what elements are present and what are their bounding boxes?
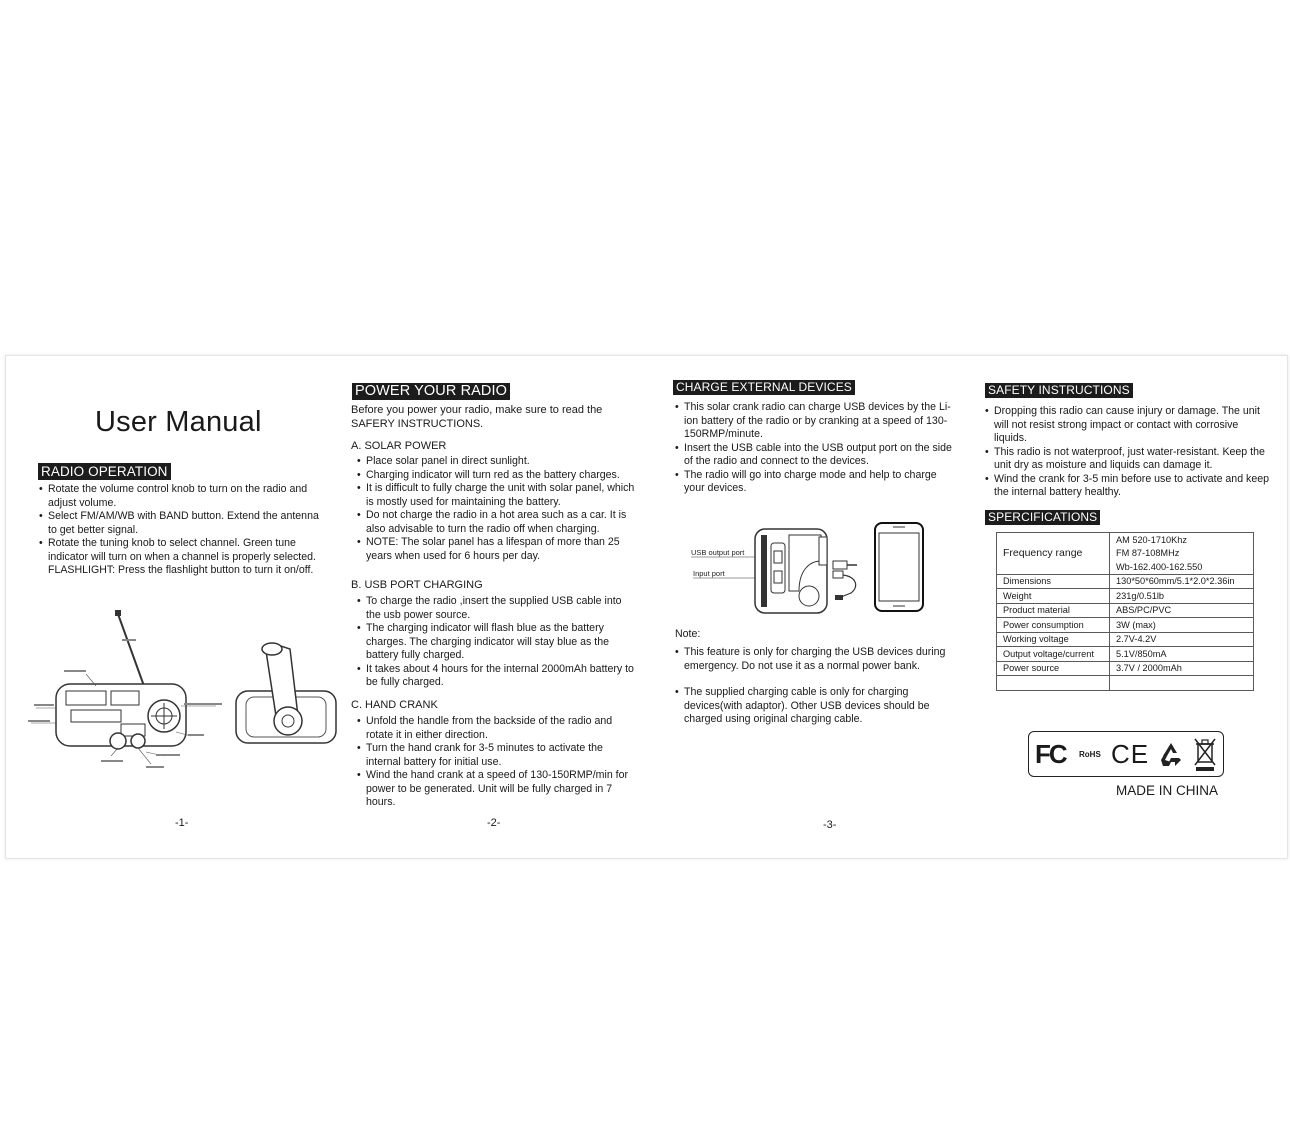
spec-value: 3.7V / 2000mAh: [1110, 661, 1254, 676]
input-port-label: Input port: [693, 569, 725, 578]
safety-list: [985, 405, 1271, 500]
weee-bin-icon: [1193, 736, 1217, 772]
list-item: • Do not charge the radio in a hot area such as a car. It is also advisable to turn the radio off when charging.: [357, 509, 637, 536]
solar-power-list: [357, 455, 637, 563]
table-row: [997, 589, 1254, 604]
list-item: • Turn the hand crank for 3-5 minutes to activate the internal battery for initial use.: [357, 742, 637, 769]
manual-sheet: [5, 355, 1288, 859]
spec-value: FM 87-108MHz: [1110, 547, 1254, 561]
spec-value: 2.7V-4.2V: [1110, 632, 1254, 647]
note-list: [675, 646, 962, 727]
radio-front-illustration: [26, 606, 226, 776]
spec-value: 130*50*60mm/5.1*2.0*2.36in: [1110, 574, 1254, 589]
usb-charging-diagram: [689, 521, 934, 621]
page-number-2: -2-: [487, 817, 501, 829]
hand-crank-list: [357, 715, 637, 810]
list-item: • The radio will go into charge mode and help to charge your devices.: [675, 469, 960, 496]
ce-mark-icon: CE: [1111, 738, 1150, 769]
table-row: [997, 533, 1254, 547]
table-row: [997, 632, 1254, 647]
list-item: • Rotate the volume control knob to turn on the radio and adjust volume.: [39, 483, 326, 510]
page-number-3: -3-: [823, 819, 837, 831]
spec-value: ABS/PC/PVC: [1110, 603, 1254, 618]
spec-value: 5.1V/850mA: [1110, 647, 1254, 662]
spec-label: Weight: [997, 589, 1110, 604]
list-item: • It is difficult to fully charge the unit with solar panel, which is mostly used for maintaining the battery.: [357, 482, 637, 509]
radio-operation-header: RADIO OPERATION: [38, 463, 171, 480]
charge-external-devices-header: CHARGE EXTERNAL DEVICES: [673, 380, 855, 395]
list-item: • Wind the crank for 3-5 min before use to activate and keep the internal battery healthy.: [985, 473, 1271, 500]
recycle-icon: [1157, 740, 1185, 768]
list-item: • NOTE: The solar panel has a lifespan of more than 25 years when used for 6 hours per day.: [357, 536, 637, 563]
spec-label: Output voltage/current: [997, 647, 1110, 662]
specifications-header: SPERCIFICATIONS: [985, 510, 1100, 525]
spec-value: Wb-162.400-162.550: [1110, 560, 1254, 574]
list-item: • This solar crank radio can charge USB devices by the Li-ion battery of the radio or by cranking at a speed of 130-150RMP/minute.: [675, 401, 960, 442]
power-your-radio-header: POWER YOUR RADIO: [352, 383, 510, 400]
table-row: [997, 618, 1254, 633]
fc-mark-icon: FC: [1035, 738, 1066, 769]
list-item: • This radio is not waterproof, just water-resistant. Keep the unit dry as moisture and liquids can damage it.: [985, 446, 1271, 473]
spec-label: Power consumption: [997, 618, 1110, 633]
solar-power-title: A. SOLAR POWER: [351, 440, 447, 452]
table-row: [997, 647, 1254, 662]
list-item: • Wind the hand crank at a speed of 130-150RMP/min for power to be generated. Unit will be fully charged in 7 hours.: [357, 769, 637, 810]
safety-instructions-header: SAFETY INSTRUCTIONS: [985, 383, 1133, 398]
table-row: [997, 661, 1254, 676]
list-item: • The charging indicator will flash blue as the battery charges. The charging indicator will stay blue as the battery fully charged.: [357, 622, 637, 663]
charge-devices-list: [675, 401, 960, 496]
table-row: [997, 603, 1254, 618]
specifications-table: [996, 532, 1254, 691]
usb-output-port-label: USB output port: [691, 548, 745, 557]
list-item: • To charge the radio ,insert the supplied USB cable into the usb power source.: [357, 595, 637, 622]
power-intro: Before you power your radio, make sure to read the SAFERY INSTRUCTIONS.: [351, 404, 603, 430]
radio-crank-illustration: [228, 631, 343, 751]
list-item: • Unfold the handle from the backside of the radio and rotate it in either direction.: [357, 715, 637, 742]
table-row: [997, 676, 1254, 691]
usb-port-charging-title: B. USB PORT CHARGING: [351, 579, 483, 591]
list-item: • This feature is only for charging the USB devices during emergency. Do not use it as a normal power bank.: [675, 646, 962, 673]
manual-title: User Manual: [95, 406, 262, 438]
list-item: • Insert the USB cable into the USB output port on the side of the radio and connect to the devices.: [675, 442, 960, 469]
spec-label: Power source: [997, 661, 1110, 676]
spec-label: Dimensions: [997, 574, 1110, 589]
spec-value: 3W (max): [1110, 618, 1254, 633]
list-item: • Rotate the tuning knob to select channel. Green tune indicator will turn on when a channel is properly selected. FLASHLIGHT: Press the flashlight button to turn it on/off.: [39, 537, 326, 578]
certification-marks: [1028, 731, 1224, 777]
list-item: • Dropping this radio can cause injury or damage. The unit will not resist strong impact or contact with corrosive liquids.: [985, 405, 1271, 446]
note-title: Note:: [675, 628, 701, 640]
spec-label: Working voltage: [997, 632, 1110, 647]
radio-operation-text: [39, 483, 326, 578]
usb-charging-list: [357, 595, 637, 690]
spec-label: Frequency range: [997, 533, 1110, 575]
list-item: • Select FM/AM/WB with BAND button. Extend the antenna to get better signal.: [39, 510, 326, 537]
spec-value: 231g/0.51lb: [1110, 589, 1254, 604]
spec-empty-cell: [1110, 676, 1254, 691]
list-item: • It takes about 4 hours for the internal 2000mAh battery to be fully charged.: [357, 663, 637, 690]
list-item: • The supplied charging cable is only for charging devices(with adaptor). Other USB devices should be charged using original charging cable.: [675, 686, 962, 727]
list-item: • Place solar panel in direct sunlight.: [357, 455, 637, 469]
spec-value: AM 520-1710Khz: [1110, 533, 1254, 547]
spec-empty-cell: [997, 676, 1110, 691]
spec-label: Product material: [997, 603, 1110, 618]
rohs-mark-icon: RoHS: [1079, 749, 1101, 759]
page-number-1: -1-: [175, 817, 189, 829]
table-row: [997, 574, 1254, 589]
made-in-china: MADE IN CHINA: [1116, 783, 1219, 798]
hand-crank-title: C. HAND CRANK: [351, 699, 438, 711]
list-item: • Charging indicator will turn red as the battery charges.: [357, 469, 637, 483]
